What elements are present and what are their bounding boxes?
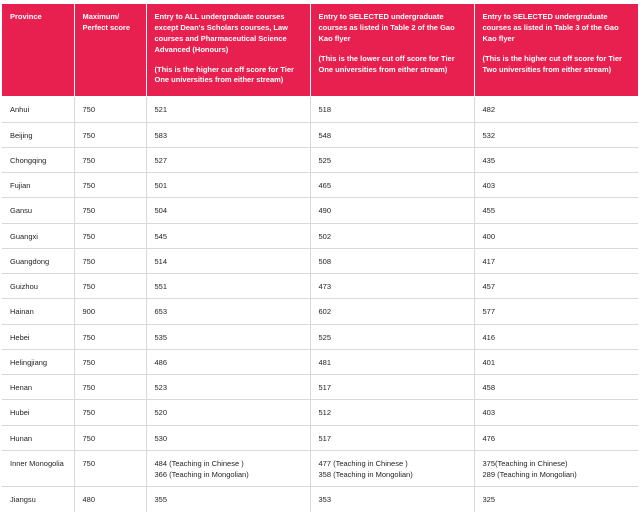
table-row (2, 248, 638, 273)
cell-selected-table3: 401 (474, 349, 638, 374)
column-header-all-undergraduate (146, 4, 310, 97)
cell-all-undergraduate: 535 (146, 324, 310, 349)
cell-max-score: 750 (74, 122, 146, 147)
cell-max-score: 750 (74, 198, 146, 223)
table-row (2, 97, 638, 122)
cell-selected-table2: 517 (310, 425, 474, 450)
cell-all-undergraduate: 520 (146, 400, 310, 425)
table-row (2, 349, 638, 374)
column-header-selected-table3 (474, 4, 638, 97)
cell-province: Henan (2, 375, 74, 400)
column-header-max-score-main: Maximum/ Perfect score (82, 12, 131, 32)
cell-selected-table2: 490 (310, 198, 474, 223)
cell-selected-table2: 353 (310, 487, 474, 512)
cell-selected-table2: 512 (310, 400, 474, 425)
cell-selected-table2: 481 (310, 349, 474, 374)
cell-selected-table2: 525 (310, 147, 474, 172)
cell-selected-table3 (474, 450, 638, 487)
cell-all-undergraduate: 355 (146, 487, 310, 512)
cell-selected-table3: 577 (474, 299, 638, 324)
column-header-selected-table2 (310, 4, 474, 97)
cell-selected-table2: 465 (310, 173, 474, 198)
cell-all-undergraduate (146, 450, 310, 487)
cell-province: Hunan (2, 425, 74, 450)
cell-selected-table3: 325 (474, 487, 638, 512)
cell-selected-table3: 476 (474, 425, 638, 450)
cell-selected-table3: 482 (474, 97, 638, 122)
table-header (2, 4, 638, 97)
table-row (2, 147, 638, 172)
cell-province: Guangxi (2, 223, 74, 248)
cell-max-score: 480 (74, 487, 146, 512)
cell-max-score: 750 (74, 324, 146, 349)
cell-selected-table3: 532 (474, 122, 638, 147)
cell-selected-table3: 403 (474, 173, 638, 198)
cell-province: Chongqing (2, 147, 74, 172)
cell-selected-table2-line1: 477 (Teaching in Chinese ) (318, 458, 408, 468)
table-row (2, 274, 638, 299)
cell-selected-table3-line2: 289 (Teaching in Mongolian) (482, 470, 577, 479)
cell-max-score: 750 (74, 248, 146, 273)
column-header-max-score (74, 4, 146, 97)
table-header-row (2, 4, 638, 97)
cell-province: Anhui (2, 97, 74, 122)
table-row (2, 223, 638, 248)
cell-selected-table2: 518 (310, 97, 474, 122)
cell-selected-table2: 548 (310, 122, 474, 147)
cell-max-score: 750 (74, 274, 146, 299)
table-row (2, 450, 638, 487)
cell-max-score: 750 (74, 173, 146, 198)
column-header-all-undergraduate-note: (This is the higher cut off score for Tier One universities from either stream) (154, 64, 294, 85)
cell-selected-table2: 525 (310, 324, 474, 349)
cell-province: Hubei (2, 400, 74, 425)
cell-selected-table3: 417 (474, 248, 638, 273)
cell-max-score: 750 (74, 375, 146, 400)
cell-all-undergraduate: 545 (146, 223, 310, 248)
cell-max-score: 750 (74, 450, 146, 487)
column-header-province-main: Province (10, 12, 42, 21)
cell-all-undergraduate: 583 (146, 122, 310, 147)
cell-selected-table3: 435 (474, 147, 638, 172)
cell-province: Guizhou (2, 274, 74, 299)
cell-province: Helingjiang (2, 349, 74, 374)
cell-selected-table3: 457 (474, 274, 638, 299)
cell-selected-table2: 517 (310, 375, 474, 400)
table-row (2, 122, 638, 147)
cell-province: Guangdong (2, 248, 74, 273)
cell-all-undergraduate: 521 (146, 97, 310, 122)
column-header-selected-table3-main: Entry to SELECTED undergraduate courses as listed in Table 3 of the Gao Kao flyer (482, 12, 619, 43)
cell-province: Jiangsu (2, 487, 74, 512)
cell-selected-table2-line2: 358 (Teaching in Mongolian) (318, 470, 413, 479)
cell-selected-table2: 473 (310, 274, 474, 299)
cell-selected-table2: 508 (310, 248, 474, 273)
cell-all-undergraduate: 514 (146, 248, 310, 273)
cell-selected-table3: 455 (474, 198, 638, 223)
cell-selected-table3: 458 (474, 375, 638, 400)
cell-selected-table3: 400 (474, 223, 638, 248)
cell-province: Beijing (2, 122, 74, 147)
cell-max-score: 750 (74, 349, 146, 374)
cell-province: Hebei (2, 324, 74, 349)
cell-all-undergraduate: 653 (146, 299, 310, 324)
table-row (2, 487, 638, 512)
cell-all-undergraduate: 501 (146, 173, 310, 198)
column-header-province (2, 4, 74, 97)
cell-province: Gansu (2, 198, 74, 223)
table-row (2, 299, 638, 324)
cell-all-undergraduate: 504 (146, 198, 310, 223)
table-row (2, 400, 638, 425)
column-header-selected-table3-note: (This is the higher cut off score for Tier Two universities from either stream) (482, 53, 622, 74)
cell-all-undergraduate: 530 (146, 425, 310, 450)
cell-selected-table2: 502 (310, 223, 474, 248)
cell-selected-table3: 416 (474, 324, 638, 349)
cell-all-undergraduate-line2: 366 (Teaching in Mongolian) (154, 470, 249, 479)
cell-province: Hainan (2, 299, 74, 324)
cell-all-undergraduate: 527 (146, 147, 310, 172)
cell-selected-table3: 403 (474, 400, 638, 425)
table-row (2, 173, 638, 198)
table-row (2, 425, 638, 450)
table-row (2, 375, 638, 400)
cell-all-undergraduate: 551 (146, 274, 310, 299)
cell-max-score: 750 (74, 223, 146, 248)
table-row (2, 198, 638, 223)
column-header-all-undergraduate-main: Entry to ALL undergraduate courses except Dean's Scholars courses, Law courses and Pharmaceutical Science Advanced (Honours) (154, 12, 289, 54)
cell-selected-table2: 602 (310, 299, 474, 324)
cell-all-undergraduate: 523 (146, 375, 310, 400)
cell-all-undergraduate: 486 (146, 349, 310, 374)
table-body (2, 97, 638, 512)
column-header-selected-table2-main: Entry to SELECTED undergraduate courses as listed in Table 2 of the Gao Kao flyer (318, 12, 455, 43)
cell-max-score: 750 (74, 147, 146, 172)
cell-max-score: 900 (74, 299, 146, 324)
cell-province: Inner Monogolia (2, 450, 74, 487)
cell-selected-table3-line1: 375(Teaching in Chinese) (482, 458, 568, 468)
cell-max-score: 750 (74, 425, 146, 450)
column-header-selected-table2-note: (This is the lower cut off score for Tier One universities from either stream) (318, 53, 455, 74)
table-row (2, 324, 638, 349)
cell-all-undergraduate-line1: 484 (Teaching in Chinese ) (154, 458, 244, 468)
cell-selected-table2 (310, 450, 474, 487)
cell-max-score: 750 (74, 97, 146, 122)
gaokao-score-table (2, 4, 638, 512)
cell-max-score: 750 (74, 400, 146, 425)
cell-province: Fujian (2, 173, 74, 198)
